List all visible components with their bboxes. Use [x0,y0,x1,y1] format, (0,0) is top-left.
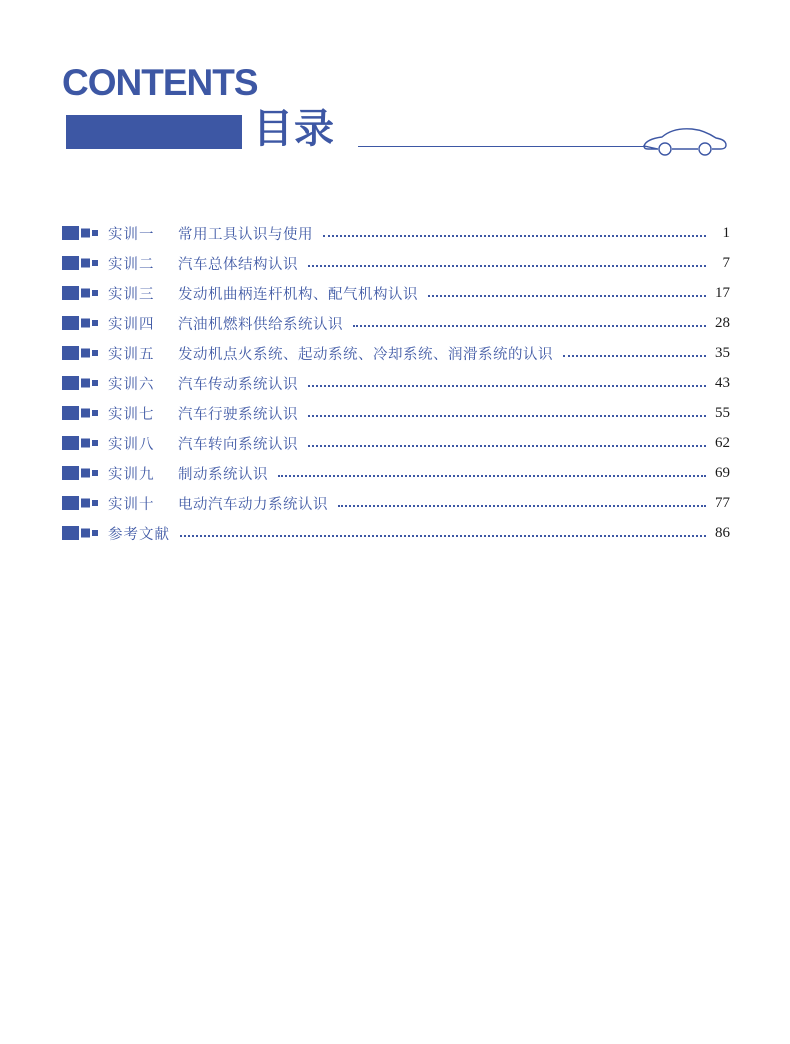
toc-entry[interactable] [62,308,730,338]
toc-entry[interactable] [62,278,730,308]
toc-entry-title: 汽车行驶系统认识 [178,406,298,423]
toc-page-number: 69 [715,464,730,481]
toc-entry-title: 常用工具认识与使用 [178,226,313,243]
toc-entry[interactable] [62,518,730,548]
toc-page-number: 17 [715,284,730,301]
square-bullet-icon [62,526,108,540]
toc-page-number: 55 [715,404,730,421]
contents-title-cn: 目录 [253,106,335,152]
toc-entry-label: 实训八 [108,436,155,453]
toc-entry-title: 发动机点火系统、起动系统、冷却系统、润滑系统的认识 [178,346,553,363]
toc-page-number: 77 [715,494,730,511]
toc-entry[interactable] [62,368,730,398]
toc-entry-label: 实训九 [108,466,155,483]
toc-entry-title: 汽车转向系统认识 [178,436,298,453]
square-bullet-icon [62,286,108,300]
square-bullet-icon [62,226,108,240]
car-outline-icon [640,120,730,156]
square-bullet-icon [62,436,108,450]
toc-leader [308,385,706,387]
toc-entry-label: 参考文献 [108,526,170,543]
toc-leader [323,235,706,237]
toc-page-number: 28 [715,314,730,331]
toc-entry-label: 实训三 [108,286,155,303]
toc-leader [428,295,706,297]
toc-entry-title: 汽车总体结构认识 [178,256,298,273]
toc-page-number: 35 [715,344,730,361]
toc-entry[interactable] [62,428,730,458]
toc-page-number: 86 [715,524,730,541]
title-decor-bar [66,115,242,149]
toc-entry-label: 实训二 [108,256,155,273]
square-bullet-icon [62,376,108,390]
square-bullet-icon [62,346,108,360]
toc-entry[interactable] [62,218,730,248]
toc-entry[interactable] [62,458,730,488]
toc-page-number: 62 [715,434,730,451]
toc-entry[interactable] [62,338,730,368]
square-bullet-icon [62,466,108,480]
toc-entry-title: 电动汽车动力系统认识 [178,496,328,513]
toc-entry[interactable] [62,248,730,278]
toc-entry-label: 实训十 [108,496,155,513]
square-bullet-icon [62,496,108,510]
toc-list [62,218,730,548]
toc-entry-label: 实训七 [108,406,155,423]
toc-leader [308,265,706,267]
square-bullet-icon [62,406,108,420]
toc-leader [278,475,706,477]
contents-title-en: CONTENTS [62,62,258,103]
toc-entry[interactable] [62,398,730,428]
toc-entry-label: 实训五 [108,346,155,363]
toc-leader [308,445,706,447]
toc-entry-label: 实训六 [108,376,155,393]
square-bullet-icon [62,316,108,330]
toc-entry-title: 制动系统认识 [178,466,268,483]
toc-page-number: 43 [715,374,730,391]
square-bullet-icon [62,256,108,270]
toc-page-number: 7 [722,254,730,271]
contents-header [0,0,790,180]
toc-entry-title: 汽油机燃料供给系统认识 [178,316,343,333]
title-underline [358,146,648,147]
toc-entry-label: 实训四 [108,316,155,333]
toc-leader [180,535,706,537]
toc-leader [353,325,706,327]
toc-entry-title: 汽车传动系统认识 [178,376,298,393]
toc-page-number: 1 [722,224,730,241]
toc-leader [338,505,706,507]
toc-leader [563,355,706,357]
toc-entry-label: 实训一 [108,226,155,243]
toc-entry-title: 发动机曲柄连杆机构、配气机构认识 [178,286,418,303]
toc-leader [308,415,706,417]
toc-entry[interactable] [62,488,730,518]
